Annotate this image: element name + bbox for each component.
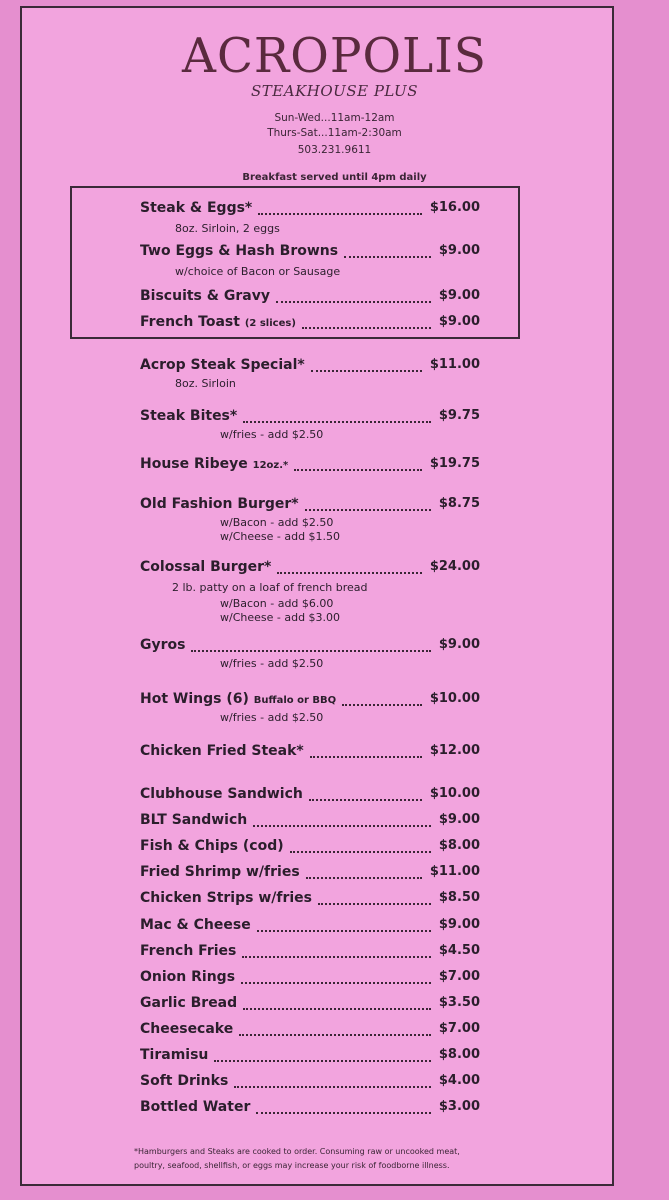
dot-leader: [276, 301, 431, 303]
item-price: $19.75: [429, 456, 480, 471]
item-price: $24.00: [429, 559, 480, 574]
item-name-text: Garlic Bread: [140, 995, 238, 1011]
dot-leader: [318, 903, 431, 905]
hours-thu-sat: Thurs-Sat...11am-2:30am: [267, 127, 402, 139]
item-name-text: Soft Drinks: [140, 1073, 229, 1089]
hours-sun-wed: Sun-Wed...11am-12am: [274, 112, 395, 124]
item-name-text: French Toast: [140, 314, 240, 330]
menu-item: [140, 691, 480, 709]
menu-item: [140, 1047, 480, 1065]
item-price: $9.75: [438, 408, 480, 423]
menu-item: [140, 496, 480, 514]
dot-leader: [243, 1008, 431, 1010]
item-price: $9.00: [438, 288, 480, 303]
item-note: Buffalo or BBQ: [253, 695, 337, 706]
menu-item: [140, 1073, 480, 1091]
item-price: $12.00: [429, 743, 480, 758]
item-price: $4.00: [438, 1073, 480, 1088]
dot-leader: [241, 982, 431, 984]
item-name-text: Mac & Cheese: [140, 917, 251, 933]
item-price: $11.00: [429, 864, 480, 879]
item-name-text: Fried Shrimp w/fries: [140, 864, 300, 880]
item-price: $9.00: [438, 637, 480, 652]
item-price: $16.00: [429, 200, 480, 215]
footer-disclaimer-2: poultry, seafood, shellfish, or eggs may increase your risk of foodborne illness.: [134, 1161, 450, 1170]
item-name: [140, 200, 252, 216]
menu-item: [140, 969, 480, 987]
item-name-text: Steak Bites*: [140, 408, 238, 424]
item-name: [140, 890, 312, 906]
dot-leader: [234, 1086, 431, 1088]
item-name: [140, 1073, 228, 1089]
dot-leader: [305, 509, 431, 511]
item-name: [140, 243, 338, 259]
item-name: [140, 314, 296, 330]
item-name: [140, 1099, 250, 1115]
item-name-text: Gyros: [140, 637, 186, 653]
dot-leader: [309, 799, 422, 801]
item-price: $7.00: [438, 969, 480, 984]
item-price: $9.00: [438, 917, 480, 932]
dot-leader: [239, 1034, 431, 1036]
item-name: [140, 559, 271, 575]
menu-item: [140, 838, 480, 856]
item-name: [140, 691, 336, 707]
item-name: [140, 743, 304, 759]
item-price: $3.00: [438, 1099, 480, 1114]
item-name-text: Onion Rings: [140, 969, 236, 985]
menu-item: [140, 637, 480, 655]
item-price: $9.00: [438, 314, 480, 329]
dot-leader: [191, 650, 431, 652]
item-name: [140, 838, 284, 854]
restaurant-title: ACROPOLIS: [181, 28, 488, 84]
menu-item: [140, 812, 480, 830]
item-name: [140, 917, 251, 933]
dot-leader: [310, 756, 422, 758]
dot-leader: [253, 825, 431, 827]
item-name-text: Clubhouse Sandwich: [140, 786, 303, 802]
menu-item: [140, 786, 480, 804]
menu-item: [140, 559, 480, 577]
item-note: 12oz.*: [252, 460, 289, 471]
item-description: w/Bacon - add $2.50: [220, 516, 334, 529]
item-name-text: Fish & Chips (cod): [140, 838, 284, 854]
item-name: [140, 943, 236, 959]
menu-item: [140, 995, 480, 1013]
item-price: $4.50: [438, 943, 480, 958]
item-description: 8oz. Sirloin: [175, 377, 236, 390]
dot-leader: [290, 851, 431, 853]
item-name-text: Two Eggs & Hash Browns: [140, 243, 339, 259]
item-price: $8.50: [438, 890, 480, 905]
menu-item: [140, 943, 480, 961]
item-description: w/fries - add $2.50: [220, 657, 324, 670]
item-name-text: Hot Wings (6): [140, 691, 249, 707]
dot-leader: [256, 1112, 431, 1114]
item-name-text: Chicken Strips w/fries: [140, 890, 312, 906]
item-description: w/choice of Bacon or Sausage: [175, 265, 341, 278]
item-name-text: Old Fashion Burger*: [140, 496, 299, 512]
item-name-text: Tiramisu: [140, 1047, 209, 1063]
dot-leader: [302, 327, 431, 329]
item-name: [140, 786, 303, 802]
dot-leader: [257, 930, 431, 932]
menu-item: [140, 917, 480, 935]
item-price: $10.00: [429, 786, 480, 801]
item-name: [140, 496, 299, 512]
item-description: 2 lb. patty on a loaf of french bread: [172, 581, 368, 594]
menu-item: [140, 357, 480, 375]
item-name: [140, 969, 235, 985]
footer-disclaimer-1: *Hamburgers and Steaks are cooked to order. Consuming raw or uncooked meat,: [134, 1147, 460, 1156]
breakfast-note: Breakfast served until 4pm daily: [242, 172, 427, 183]
dot-leader: [344, 256, 431, 258]
item-name-text: French Fries: [140, 943, 237, 959]
item-name-text: Cheesecake: [140, 1021, 234, 1037]
item-name: [140, 288, 270, 304]
item-name-text: Acrop Steak Special*: [140, 357, 305, 373]
item-name: [140, 812, 247, 828]
item-name: [140, 1047, 208, 1063]
item-name: [140, 995, 237, 1011]
item-name-text: Colossal Burger*: [140, 559, 272, 575]
item-name: [140, 408, 237, 424]
item-price: $10.00: [429, 691, 480, 706]
item-price: $8.00: [438, 838, 480, 853]
menu-item: [140, 456, 480, 474]
dot-leader: [242, 956, 431, 958]
menu-item: [140, 243, 480, 261]
item-price: $9.00: [438, 812, 480, 827]
item-name-text: Chicken Fried Steak*: [140, 743, 304, 759]
restaurant-subtitle: STEAKHOUSE PLUS: [251, 82, 418, 100]
item-price: $8.75: [438, 496, 480, 511]
item-name-text: House Ribeye: [140, 456, 248, 472]
item-price: $9.00: [438, 243, 480, 258]
item-description: w/Cheese - add $3.00: [220, 611, 341, 624]
menu-item: [140, 288, 480, 306]
item-name: [140, 456, 288, 472]
item-name: [140, 864, 300, 880]
dot-leader: [311, 370, 422, 372]
item-name: [140, 637, 185, 653]
dot-leader: [342, 704, 422, 706]
phone-number: 503.231.9611: [297, 144, 372, 156]
dot-leader: [243, 421, 431, 423]
dot-leader: [258, 213, 422, 215]
menu-item: [140, 1099, 480, 1117]
item-name: [140, 357, 305, 373]
menu-item: [140, 408, 480, 426]
menu-item: [140, 200, 480, 218]
menu-item: [140, 1021, 480, 1039]
item-name-text: Biscuits & Gravy: [140, 288, 270, 304]
item-description: w/Cheese - add $1.50: [220, 530, 341, 543]
item-description: w/fries - add $2.50: [220, 711, 324, 724]
menu-item: [140, 890, 480, 908]
item-note: (2 slices): [244, 318, 296, 329]
dot-leader: [214, 1060, 431, 1062]
menu-item: [140, 314, 480, 332]
item-description: w/Bacon - add $6.00: [220, 597, 334, 610]
item-description: 8oz. Sirloin, 2 eggs: [175, 222, 280, 235]
item-description: w/fries - add $2.50: [220, 428, 324, 441]
item-name: [140, 1021, 233, 1037]
item-name-text: Bottled Water: [140, 1099, 251, 1115]
dot-leader: [277, 572, 422, 574]
item-price: $3.50: [438, 995, 480, 1010]
item-price: $11.00: [429, 357, 480, 372]
menu-item: [140, 743, 480, 761]
menu-item: [140, 864, 480, 882]
item-name-text: BLT Sandwich: [140, 812, 248, 828]
dot-leader: [306, 877, 422, 879]
dot-leader: [294, 469, 422, 471]
item-price: $8.00: [438, 1047, 480, 1062]
item-name-text: Steak & Eggs*: [140, 200, 253, 216]
item-price: $7.00: [438, 1021, 480, 1036]
